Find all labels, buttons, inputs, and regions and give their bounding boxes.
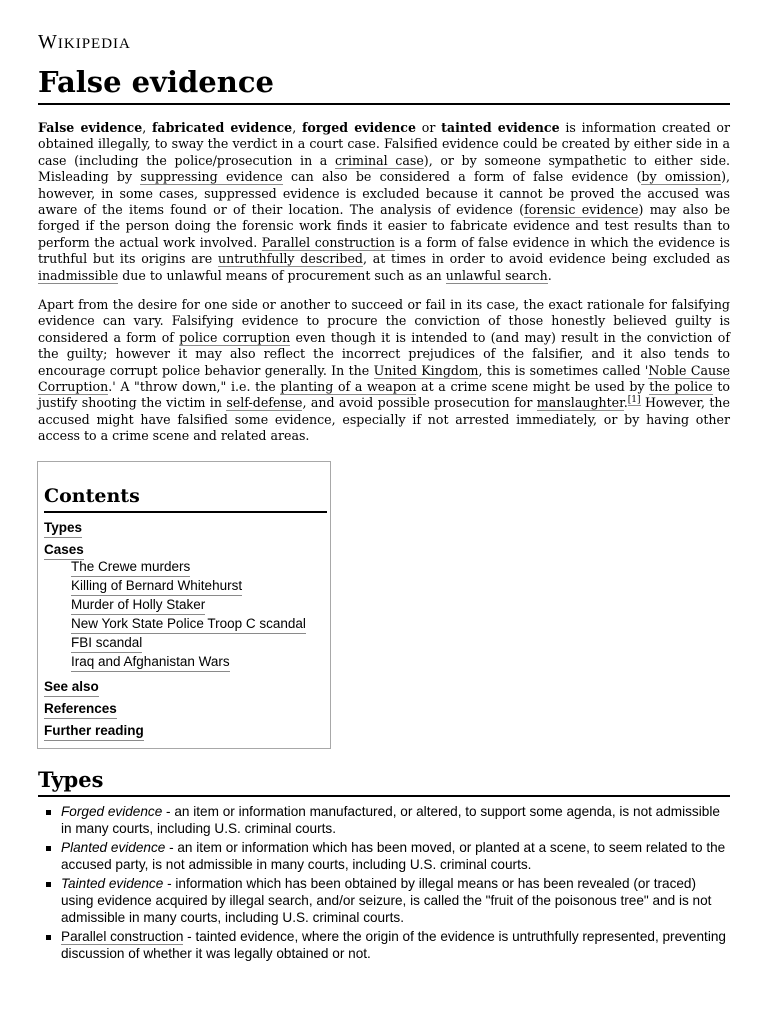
link-police-corruption[interactable]: police corruption xyxy=(179,329,291,345)
table-of-contents xyxy=(37,461,331,749)
text: ), or by someone sympathetic to either side. Misleading by xyxy=(38,152,731,185)
text: ) may also be forged if the person doing the forensic work finds it easier to fabricate evidence and test results than to perform the actual work involved. xyxy=(38,202,730,250)
list-text: - tainted evidence, where the origin of the evidence is untruthfully represented, preventing discussion of whether it was legally obtained or not. xyxy=(61,929,726,961)
reference-link[interactable]: [1] xyxy=(627,395,641,406)
link-noble-cause-corruption[interactable]: Noble Cause Corruption xyxy=(38,362,731,395)
toc-item-cases[interactable]: Cases xyxy=(44,541,84,560)
toc-item-iraq-afghanistan[interactable]: Iraq and Afghanistan Wars xyxy=(71,653,230,672)
bullet-icon xyxy=(46,935,51,940)
bullet-icon xyxy=(46,810,51,815)
text: even though it is intended to (and may) result in the conviction of the guilty; however it may also reflect the incorrect prejudices of the falsifier, and it also tends to encourage corrupt police behavior generally. In the xyxy=(38,329,730,378)
toc-title: Contents xyxy=(44,483,327,513)
link-untruthfully-described[interactable]: untruthfully described xyxy=(218,251,363,267)
link-inadmissible[interactable]: inadmissible xyxy=(38,267,119,283)
bullet-icon xyxy=(46,846,51,851)
text: ), however, in some cases, suppressed evidence is excluded because it cannot be proved the accused was aware of the items found or of their location. The analysis of evidence ( xyxy=(38,169,731,218)
list-item xyxy=(38,928,730,962)
text: at a crime scene might be used by xyxy=(416,379,650,395)
intro-paragraph xyxy=(38,120,730,284)
text: . xyxy=(547,267,552,283)
toc-item-troop-c-scandal[interactable]: New York State Police Troop C scandal xyxy=(71,615,306,634)
toc-item-crewe-murders[interactable]: The Crewe murders xyxy=(71,558,190,577)
toc-item-see-also[interactable]: See also xyxy=(44,678,99,697)
list-term: Forged evidence xyxy=(61,804,163,819)
link-the-police[interactable]: the police xyxy=(649,379,713,395)
types-list xyxy=(38,803,730,964)
term-tainted-evidence: tainted evidence xyxy=(441,120,560,135)
link-parallel-construction-list[interactable]: Parallel construction xyxy=(61,929,184,944)
link-forensic-evidence[interactable]: forensic evidence xyxy=(524,202,639,218)
text: However, the accused might have falsified some evidence, especially if not arrested immediately, or by having other access to a crime scene and related areas. xyxy=(38,395,730,444)
wikipedia-logo[interactable] xyxy=(38,31,131,54)
term-fabricated-evidence: fabricated evidence xyxy=(152,120,293,135)
toc-item-holly-staker[interactable]: Murder of Holly Staker xyxy=(71,596,205,615)
list-text: - information which has been obtained by illegal means or has been revealed (or traced) using evidence acquired by illegal search, and/or seizure, is called the "fruit of the poisonous tree" and is not admissible in many courts, including U.S. criminal courts. xyxy=(61,876,712,925)
link-self-defense[interactable]: self-defense xyxy=(226,395,303,411)
toc-item-bernard-whitehurst[interactable]: Killing of Bernard Whitehurst xyxy=(71,577,242,596)
list-item xyxy=(38,803,730,837)
toc-item-references[interactable]: References xyxy=(44,700,117,719)
logo-rest: IKIPEDIA xyxy=(57,36,131,52)
text: is information created or obtained illegally, to sway the verdict in a court case. Falsified evidence could be created by either side in a case (including the police/prosecution in a xyxy=(38,120,731,168)
term-forged-evidence: forged evidence xyxy=(301,120,416,135)
list-item xyxy=(38,839,730,873)
link-unlawful-search[interactable]: unlawful search xyxy=(445,267,548,283)
text: due to unlawful means of procurement such as an xyxy=(118,267,446,283)
list-text: - an item or information which has been moved, or planted at a scene, to seem related to the accused party, is not admissible in many courts, including U.S. criminal courts. xyxy=(61,840,726,872)
link-criminal-case[interactable]: criminal case xyxy=(334,152,424,168)
toc-item-types[interactable]: Types xyxy=(44,519,82,538)
link-united-kingdom[interactable]: United Kingdom xyxy=(373,362,479,378)
list-item xyxy=(38,875,730,926)
text: , this is sometimes called ' xyxy=(478,362,649,378)
toc-item-fbi-scandal[interactable]: FBI scandal xyxy=(71,634,142,653)
link-suppressing-evidence[interactable]: suppressing evidence xyxy=(140,169,283,185)
list-text: - an item or information manufactured, or altered, to support some agenda, is not admissible in many courts, including U.S. criminal courts. xyxy=(61,804,720,836)
text: .' A "throw down," i.e. the xyxy=(108,379,281,395)
text: , at times in order to avoid evidence being excluded as xyxy=(362,251,730,267)
text: to justify shooting the victim in xyxy=(38,379,730,411)
text: . xyxy=(623,395,628,411)
list-term: Planted evidence xyxy=(61,840,166,855)
text: , and avoid possible prosecution for xyxy=(302,395,537,411)
text: , xyxy=(142,120,152,135)
text: Apart from the desire for one side or another to succeed or fail in its case, the exact rationale for falsifying evidence can vary. Falsifying evidence to procure the conviction of those honestly believed guilty is considered a form of xyxy=(38,297,730,345)
term-false-evidence: False evidence xyxy=(38,120,143,135)
link-planting-of-a-weapon[interactable]: planting of a weapon xyxy=(280,379,417,395)
text: , xyxy=(292,120,302,135)
list-term: Tainted evidence xyxy=(61,876,164,891)
bullet-icon xyxy=(46,882,51,887)
section-heading-types: Types xyxy=(38,766,730,797)
link-by-omission[interactable]: by omission xyxy=(641,169,722,185)
toc-item-further-reading[interactable]: Further reading xyxy=(44,722,144,741)
text: or xyxy=(415,120,442,135)
text: can also be considered a form of false evidence ( xyxy=(282,169,642,185)
link-manslaughter[interactable]: manslaughter xyxy=(536,395,624,411)
link-parallel-construction[interactable]: Parallel construction xyxy=(261,234,395,250)
rationale-paragraph xyxy=(38,297,730,445)
text: is a form of false evidence in which the evidence is truthful but its origins are xyxy=(38,234,730,267)
logo-initial: W xyxy=(38,31,58,53)
page-title: False evidence xyxy=(38,63,730,105)
